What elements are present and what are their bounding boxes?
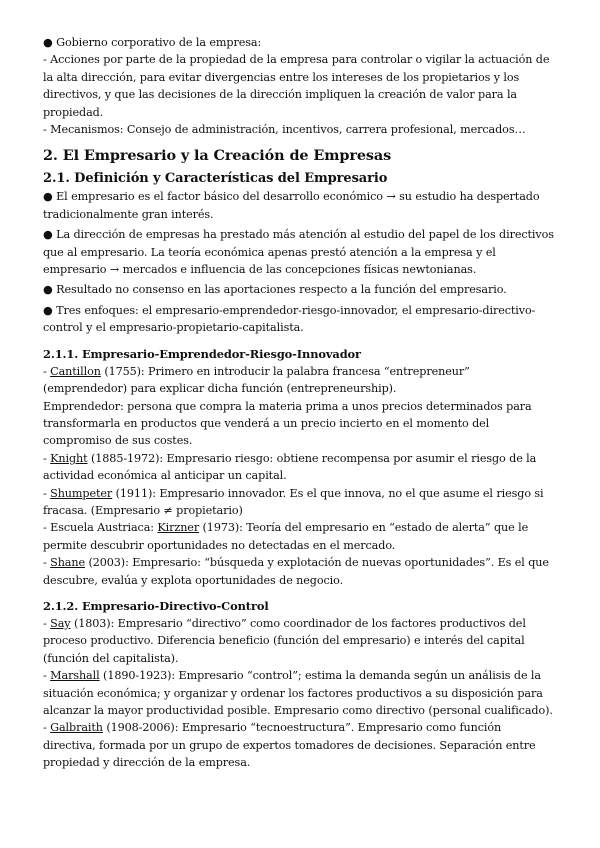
kirzner-text: (1973): Teoría del empresario en “estado de alerta” que le permite descubrir oportunidades no detectadas en el mercado. <box>43 521 529 552</box>
marshall-text: (1890-1923): Empresario “control”; estima la demanda según un análisis de la situación económica; y organizar y ordenar los factores productivos a su disposición para alcanzar la mayor productividad posible. Empresario como directivo (personal cualificado). <box>43 669 553 717</box>
author-kirzner: Kirzner <box>157 521 200 535</box>
kirzner-prefix: - Escuela Austriaca: <box>43 521 158 535</box>
knight-text: (1885-1972): Empresario riesgo: obtiene recompensa por asumir el riesgo de la actividad económica al anticipar un capital. <box>43 451 537 483</box>
paragraph-say: - Say (1803): Empresario “directivo” como coordinador de los factores productivos del proceso productivo. Diferencia beneficio (función del empresario) e interés del capital (función del capitalista). <box>43 616 526 665</box>
paragraph-acciones: - Acciones por parte de la propiedad de la empresa para controlar o vigilar la actuación de la alta dirección, para evitar divergencias entre los intereses de los propietarios y los directivos, y que las decisiones de la dirección impliquen la creación de valor para la propiedad. <box>43 53 550 119</box>
author-marshall: Marshall <box>50 669 100 683</box>
bullet-gobierno-corporativo: ● Gobierno corporativo de la empresa: <box>43 36 262 49</box>
bullet-tres-enfoques: ● Tres enfoques: el empresario-emprendedor-riesgo-innovador, el empresario-directivo-control y el empresario-propietario-capitalista. <box>43 303 536 335</box>
section-2-1-heading: 2.1. Definición y Características del Empresario <box>43 171 388 187</box>
author-shane: Shane <box>50 556 86 570</box>
paragraph-marshall: - Marshall (1890-1923): Empresario “control”; estima la demanda según un análisis de la situación económica; y organizar y ordenar los factores productivos a su disposición para alcanzar la mayor productividad posible. Empresario como directivo (personal cualificado). <box>43 669 553 717</box>
paragraph-shane: - Shane (2003): Empresario: “búsqueda y explotación de nuevas oportunidades”. Es el que descubre, evalúa y explota oportunidades de negocio. <box>43 556 549 587</box>
bullet-resultado: ● Resultado no consenso en las aportaciones respecto a la función del empresario. <box>43 283 507 297</box>
paragraph-shumpeter: - Shumpeter (1911): Empresario innovador. Es el que innova, no el que asume el riesgo si fracasa. (Empresario ≠ propietario) <box>43 486 544 517</box>
section-2-1-1-heading: 2.1.1. Empresario-Emprendedor-Riesgo-Innovador <box>43 346 361 361</box>
author-shumpeter: Shumpeter <box>50 486 113 500</box>
section-2-1-2-heading: 2.1.2. Empresario-Directivo-Control <box>43 598 269 613</box>
paragraph-galbraith: - Galbraith (1908-2006): Empresario “tecnoestructura”. Empresario como función directiva, formada por un grupo de expertos tomadores de decisiones. Separación entre propiedad y dirección de la empresa. <box>43 721 536 770</box>
galbraith-text: (1908-2006): Empresario “tecnoestructura”. Empresario como función directiva, formada por un grupo de expertos tomadores de decisiones. Separación entre propiedad y dirección de la empresa. <box>43 721 536 770</box>
paragraph-cantillon: - Cantillon (1755): Primero en introducir la palabra francesa “entrepreneur” (emprendedor) para explicar dicha función (entrepreneurship). <box>43 364 470 396</box>
cantillon-text: (1755): Primero en introducir la palabra francesa “entrepreneur” (emprendedor) para explicar dicha función (entrepreneurship). <box>43 364 470 396</box>
author-cantillon: Cantillon <box>50 364 101 378</box>
paragraph-kirzner <box>43 519 554 554</box>
paragraph-knight: - Knight (1885-1972): Empresario riesgo: obtiene recompensa por asumir el riesgo de la actividad económica al anticipar un capital. <box>43 451 537 483</box>
section-2-heading: 2. El Empresario y la Creación de Empresas <box>43 147 392 165</box>
bullet-direccion-empresas: ● La dirección de empresas ha prestado más atención al estudio del papel de los directivos que al empresario. La teoría económica apenas prestó atención a la empresa y el empresario → mercados e influencia de las concepciones físicas newtonianas. <box>43 228 554 277</box>
say-text: (1803): Empresario “directivo” como coordinador de los factores productivos del proceso productivo. Diferencia beneficio (función del empresario) e interés del capital (función del capitalista). <box>43 616 526 665</box>
author-say: Say <box>50 616 71 630</box>
shane-text: (2003): Empresario: “búsqueda y explotación de nuevas oportunidades”. Es el que descubre, evalúa y explota oportunidades de negocio. <box>43 556 549 587</box>
shumpeter-text: (1911): Empresario innovador. Es el que innova, no el que asume el riesgo si fracasa. (Empresario ≠ propietario) <box>43 486 544 517</box>
author-knight: Knight <box>50 451 88 465</box>
paragraph-emprendedor-definicion: Emprendedor: persona que compra la materia prima a unos precios determinados para transformarla en productos que venderá a un precio incierto en el momento del compromiso de sus costes. <box>43 399 532 448</box>
paragraph-mecanismos: - Mecanismos: Consejo de administración, incentivos, carrera profesional, mercados… <box>43 123 526 137</box>
bullet-factor-basico: ● El empresario es el factor básico del desarrollo económico → su estudio ha despertado tradicionalmente gran interés. <box>43 190 540 221</box>
author-galbraith: Galbraith <box>50 721 103 735</box>
